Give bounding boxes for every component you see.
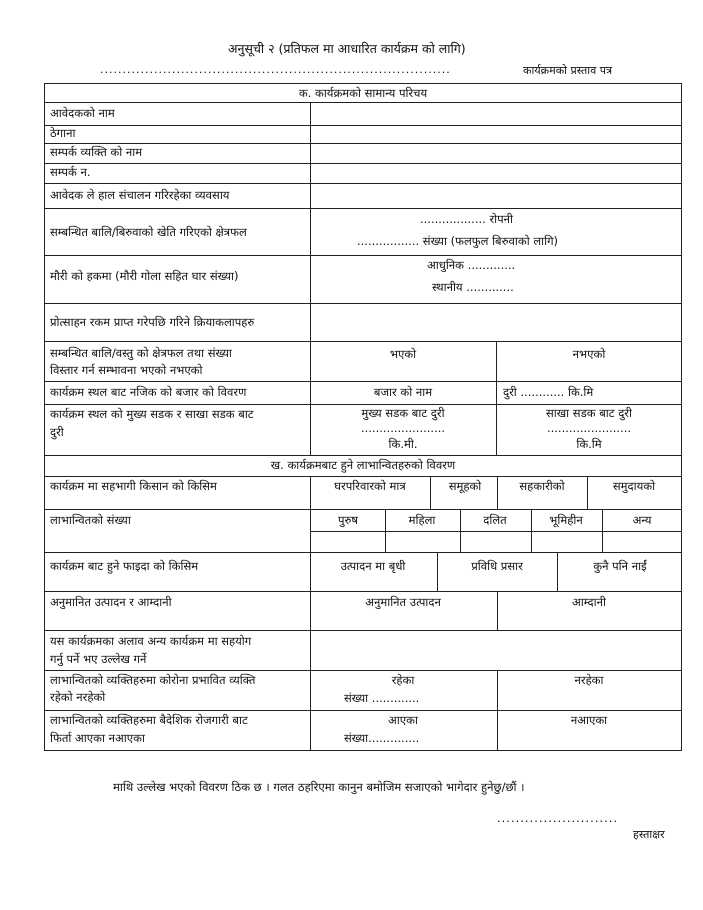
covid-label-2: रहेको नरहेको xyxy=(50,690,106,704)
road-main-km: कि.मी. xyxy=(388,437,418,451)
farmer-type-community: समुदायको xyxy=(612,479,656,493)
road-branch-km: कि.मि xyxy=(576,437,602,451)
ben-dalit: दलित xyxy=(483,513,507,527)
covid-yes: रहेका xyxy=(391,673,415,687)
incentive-label: प्रोत्साहन रकम प्राप्त गरेपछि गरिने क्रियाकलापहरु xyxy=(50,315,255,329)
covid-no: नरहेका xyxy=(574,673,604,687)
abroad-count: संख्या.............. xyxy=(344,731,420,745)
estimate-income: आम्दानी xyxy=(572,595,606,609)
signature-label: हस्ताक्षर xyxy=(633,828,665,841)
ben-other: अन्य xyxy=(632,513,652,527)
road-main-dots: ....................... xyxy=(360,421,446,435)
crop-area-ropani: .................. रोपनी xyxy=(420,212,514,226)
road-branch-dots: ....................... xyxy=(546,421,632,435)
estimate-production: अनुमानित उत्पादन xyxy=(365,595,441,609)
expansion-no: नभएको xyxy=(572,347,606,361)
market-name: बजार को नाम xyxy=(373,385,433,399)
abroad-no: नआएका xyxy=(570,713,608,727)
expansion-label-1: सम्बन्धित बालि/वस्तु को क्षेत्रफल तथा संख्या xyxy=(50,346,232,360)
road-branch: साखा सडक बाट दुरी xyxy=(546,406,632,420)
market-label: कार्यक्रम स्थल बाट नजिक को बजार को विवरण xyxy=(50,385,247,399)
header-dots: .............................................................................. xyxy=(100,63,451,76)
ben-landless: भूमिहीन xyxy=(549,513,583,527)
covid-label-1: लाभान्वितको व्यक्तिहरुमा कोरोना प्रभावित व्यक्ति xyxy=(50,673,256,687)
bee-local: स्थानीय ............. xyxy=(432,280,514,294)
crop-area-label: सम्बन्धित बालि/बिरुवाको खेति गरिएको क्षेत्रफल xyxy=(50,225,247,239)
ben-female: महिला xyxy=(408,513,436,527)
crop-area-count: ................. संख्या (फलफुल बिरुवाको लागि) xyxy=(357,234,559,248)
road-label-1: कार्यक्रम स्थल को मुख्य सडक र साखा सडक बाट xyxy=(50,407,254,421)
abroad-label-2: फिर्ता आएका नआएका xyxy=(50,731,145,745)
signature-dots: .......................... xyxy=(497,811,619,825)
benefit-tech: प्रविधि प्रसार xyxy=(471,559,523,573)
farmer-type-cooperative: सहकारीको xyxy=(519,479,565,493)
declaration-text: माथि उल्लेख भएको विवरण ठिक छ । गलत ठहरिएमा कानुन बमोजिम सजाएको भागेदार हुनेछु/छौं । xyxy=(113,780,525,794)
ben-male: पुरुष xyxy=(337,513,359,527)
farmer-type-label: कार्यक्रम मा सहभागी किसान को किसिम xyxy=(50,479,217,493)
bee-label: मौरी को हकमा (मौरी गोला सहित घार संख्या) xyxy=(50,269,239,283)
benefit-production: उत्पादन मा बृधी xyxy=(340,559,406,573)
contact-no-label: सम्पर्क न. xyxy=(50,165,91,179)
road-main: मुख्य सडक बाट दुरी xyxy=(361,406,445,420)
other-program-label-2: गर्नु पर्ने भए उल्लेख गर्ने xyxy=(50,652,147,666)
bee-modern: आधुनिक ............. xyxy=(427,258,516,272)
beneficiaries-label: लाभान्वितको संख्या xyxy=(50,513,131,527)
covid-count: संख्या ............. xyxy=(344,691,420,705)
estimate-label: अनुमानित उत्पादन र आम्दानी xyxy=(50,595,172,609)
applicant-name-label: आवेदकको नाम xyxy=(50,106,115,120)
contact-person-label: सम्पर्क व्यक्ति को नाम xyxy=(50,145,143,159)
form-title: अनुसूची २ (प्रतिफल मा आधारित कार्यक्रम को लागि) xyxy=(228,41,466,56)
abroad-label-1: लाभान्वितको व्यक्तिहरुमा बैदेशिक रोजगारी बाट xyxy=(50,713,248,727)
current-business-label: आवेदक ले हाल संचालन गरिरहेका व्यवसाय xyxy=(50,188,230,202)
farmer-type-household: घरपरिवारको मात्र xyxy=(334,479,406,493)
benefit-type-label: कार्यक्रम बाट हुने फाइदा को किसिम xyxy=(50,559,199,573)
road-label-2: दुरी xyxy=(50,425,64,439)
expansion-yes: भएको xyxy=(389,347,417,361)
expansion-label-2: विस्तार गर्न सम्भावना भएको नभएको xyxy=(50,363,203,377)
market-distance: दुरी ............ कि.मि xyxy=(503,385,594,399)
farmer-type-group: समूहको xyxy=(448,479,482,493)
proposal-label: कार्यक्रमको प्रस्ताव पत्र xyxy=(523,64,613,77)
abroad-yes: आएका xyxy=(388,713,418,727)
address-label: ठेगाना xyxy=(50,126,76,140)
section-a-heading: क. कार्यक्रमको सामान्य परिचय xyxy=(298,86,428,100)
benefit-none: कुनै पनि नाईं xyxy=(593,559,647,573)
section-b-heading: ख. कार्यक्रमबाट हुने लाभान्वितहरुको विवरण xyxy=(270,458,456,472)
other-program-label-1: यस कार्यक्रमका अलाव अन्य कार्यक्रम मा सहयोग xyxy=(50,634,252,648)
